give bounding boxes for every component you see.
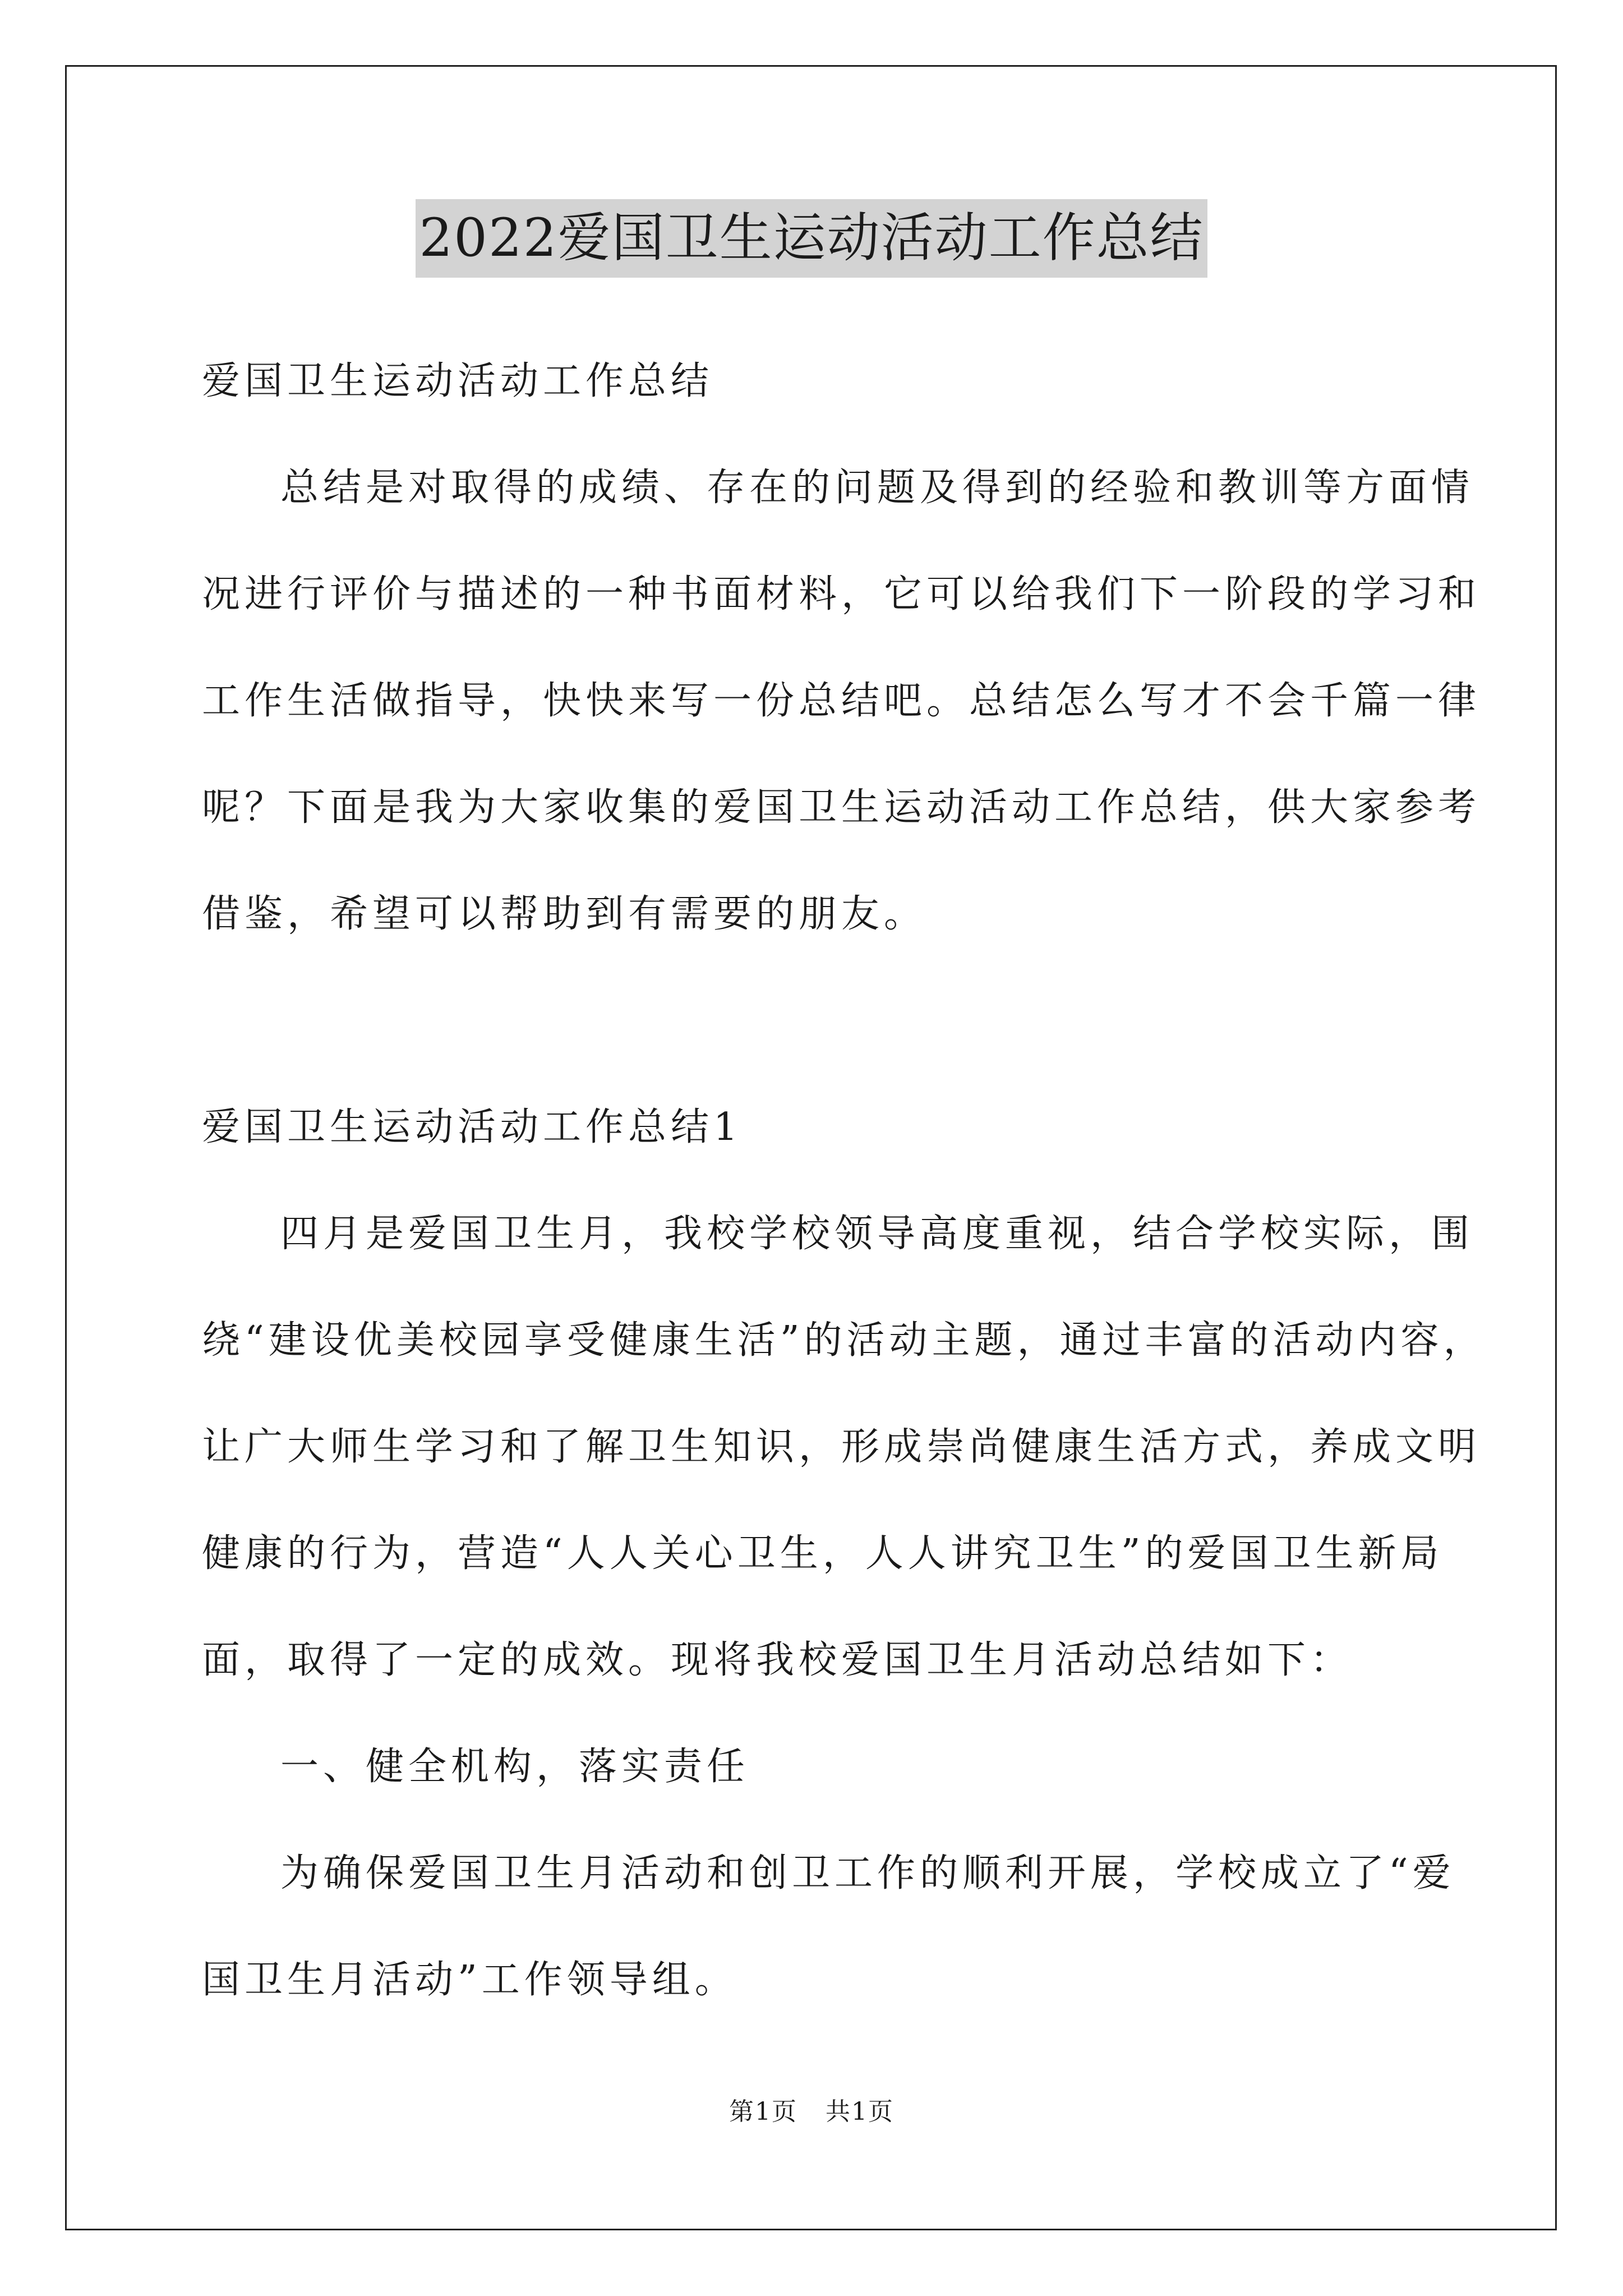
- title-container: [0, 199, 1623, 278]
- section-line-2: 绕“建设优美校园享受健康生活”的活动主题，通过丰富的活动内容，: [202, 1318, 1486, 1363]
- intro-line-2: 况进行评价与描述的一种书面材料，它可以给我们下一阶段的学习和: [202, 572, 1481, 616]
- point-line-1: 为确保爱国卫生月活动和创卫工作的顺利开展，学校成立了“爱: [280, 1851, 1455, 1895]
- page-number-current: 第1页: [729, 2097, 797, 2126]
- section-heading: 爱国卫生运动活动工作总结1: [202, 1105, 743, 1149]
- section-line-1: 四月是爱国卫生月，我校学校领导高度重视，结合学校实际，围: [280, 1212, 1474, 1256]
- page-footer: [0, 2095, 1623, 2129]
- document-subtitle: 爱国卫生运动活动工作总结: [202, 359, 714, 403]
- section-line-3: 让广大师生学习和了解卫生知识，形成崇尚健康生活方式，养成文明: [202, 1425, 1481, 1469]
- page-number-total: 共1页: [826, 2097, 894, 2126]
- point-line-2: 国卫生月活动”工作领导组。: [202, 1958, 737, 2002]
- document-title: 2022爱国卫生运动活动工作总结: [416, 199, 1207, 278]
- intro-line-3: 工作生活做指导，快快来写一份总结吧。总结怎么写才不会千篇一律: [202, 679, 1481, 723]
- point-heading: 一、健全机构，落实责任: [280, 1745, 750, 1789]
- intro-line-1: 总结是对取得的成绩、存在的问题及得到的经验和教训等方面情: [280, 466, 1474, 510]
- intro-line-4: 呢？下面是我为大家收集的爱国卫生运动活动工作总结，供大家参考: [202, 785, 1481, 830]
- section-line-5: 面，取得了一定的成效。现将我校爱国卫生月活动总结如下：: [202, 1638, 1353, 1682]
- section-line-4: 健康的行为，营造“人人关心卫生，人人讲究卫生”的爱国卫生新局: [202, 1531, 1444, 1576]
- intro-line-5: 借鉴，希望可以帮助到有需要的朋友。: [202, 892, 927, 936]
